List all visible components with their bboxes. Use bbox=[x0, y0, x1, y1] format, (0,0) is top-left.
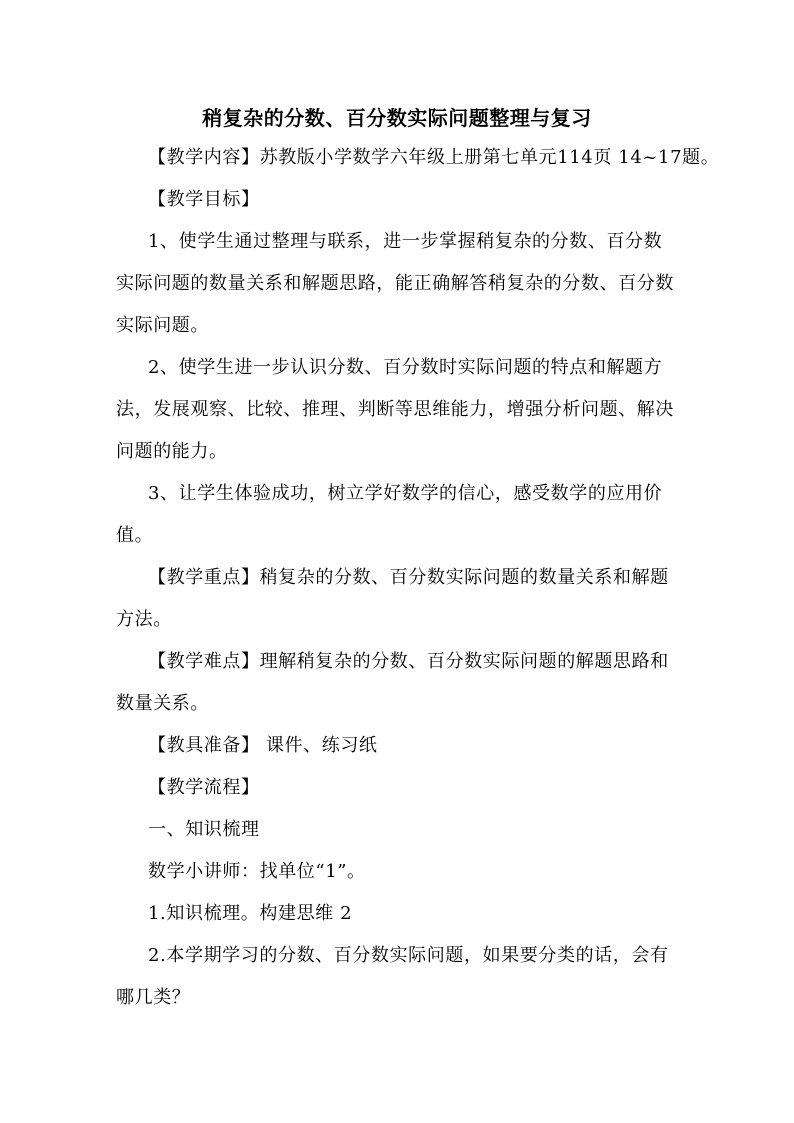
difficulties-line-1: 【教学难点】理解稍复杂的分数、百分数实际问题的解题思路和 bbox=[148, 651, 669, 672]
item-1-line: 1.知识梳理。构建思维 2 bbox=[148, 903, 353, 924]
goal-2-line-1: 2、使学生进一步认识分数、百分数时实际问题的特点和解题方 bbox=[148, 357, 663, 378]
key-points-line-2: 方法。 bbox=[116, 609, 172, 630]
key-points-line-1: 【教学重点】稍复杂的分数、百分数实际问题的数量关系和解题 bbox=[148, 567, 669, 588]
goal-3-line-1: 3、让学生体验成功，树立学好数学的信心，感受数学的应用价 bbox=[148, 483, 663, 504]
goal-1-line-2: 实际问题的数量关系和解题思路，能正确解答稍复杂的分数、百分数 bbox=[116, 273, 674, 294]
item-2-line-2: 哪几类？ bbox=[116, 987, 191, 1008]
teaching-content-line: 【教学内容】苏教版小学数学六年级上册第七单元114页 14~17题。 bbox=[148, 147, 720, 168]
goal-3-line-2: 值。 bbox=[116, 525, 154, 546]
item-2-line-1: 2.本学期学习的分数、百分数实际问题，如果要分类的话，会有 bbox=[148, 945, 669, 966]
document-title: 稍复杂的分数、百分数实际问题整理与复习 bbox=[202, 106, 592, 130]
section-1-heading: 一、知识梳理 bbox=[148, 819, 260, 840]
materials-line: 【教具准备】 课件、练习纸 bbox=[148, 735, 378, 756]
goal-1-line-3: 实际问题。 bbox=[116, 315, 209, 336]
goal-1-line-1: 1、使学生通过整理与联系，进一步掌握稍复杂的分数、百分数 bbox=[148, 231, 663, 252]
goal-2-line-3: 问题的能力。 bbox=[116, 441, 228, 462]
goal-2-line-2: 法，发展观察、比较、推理、判断等思维能力，增强分析问题、解决 bbox=[116, 399, 674, 420]
mini-lecturer-line: 数学小讲师：找单位“1”。 bbox=[148, 861, 366, 882]
difficulties-line-2: 数量关系。 bbox=[116, 693, 209, 714]
process-heading: 【教学流程】 bbox=[148, 777, 260, 798]
teaching-goals-heading: 【教学目标】 bbox=[148, 189, 260, 210]
